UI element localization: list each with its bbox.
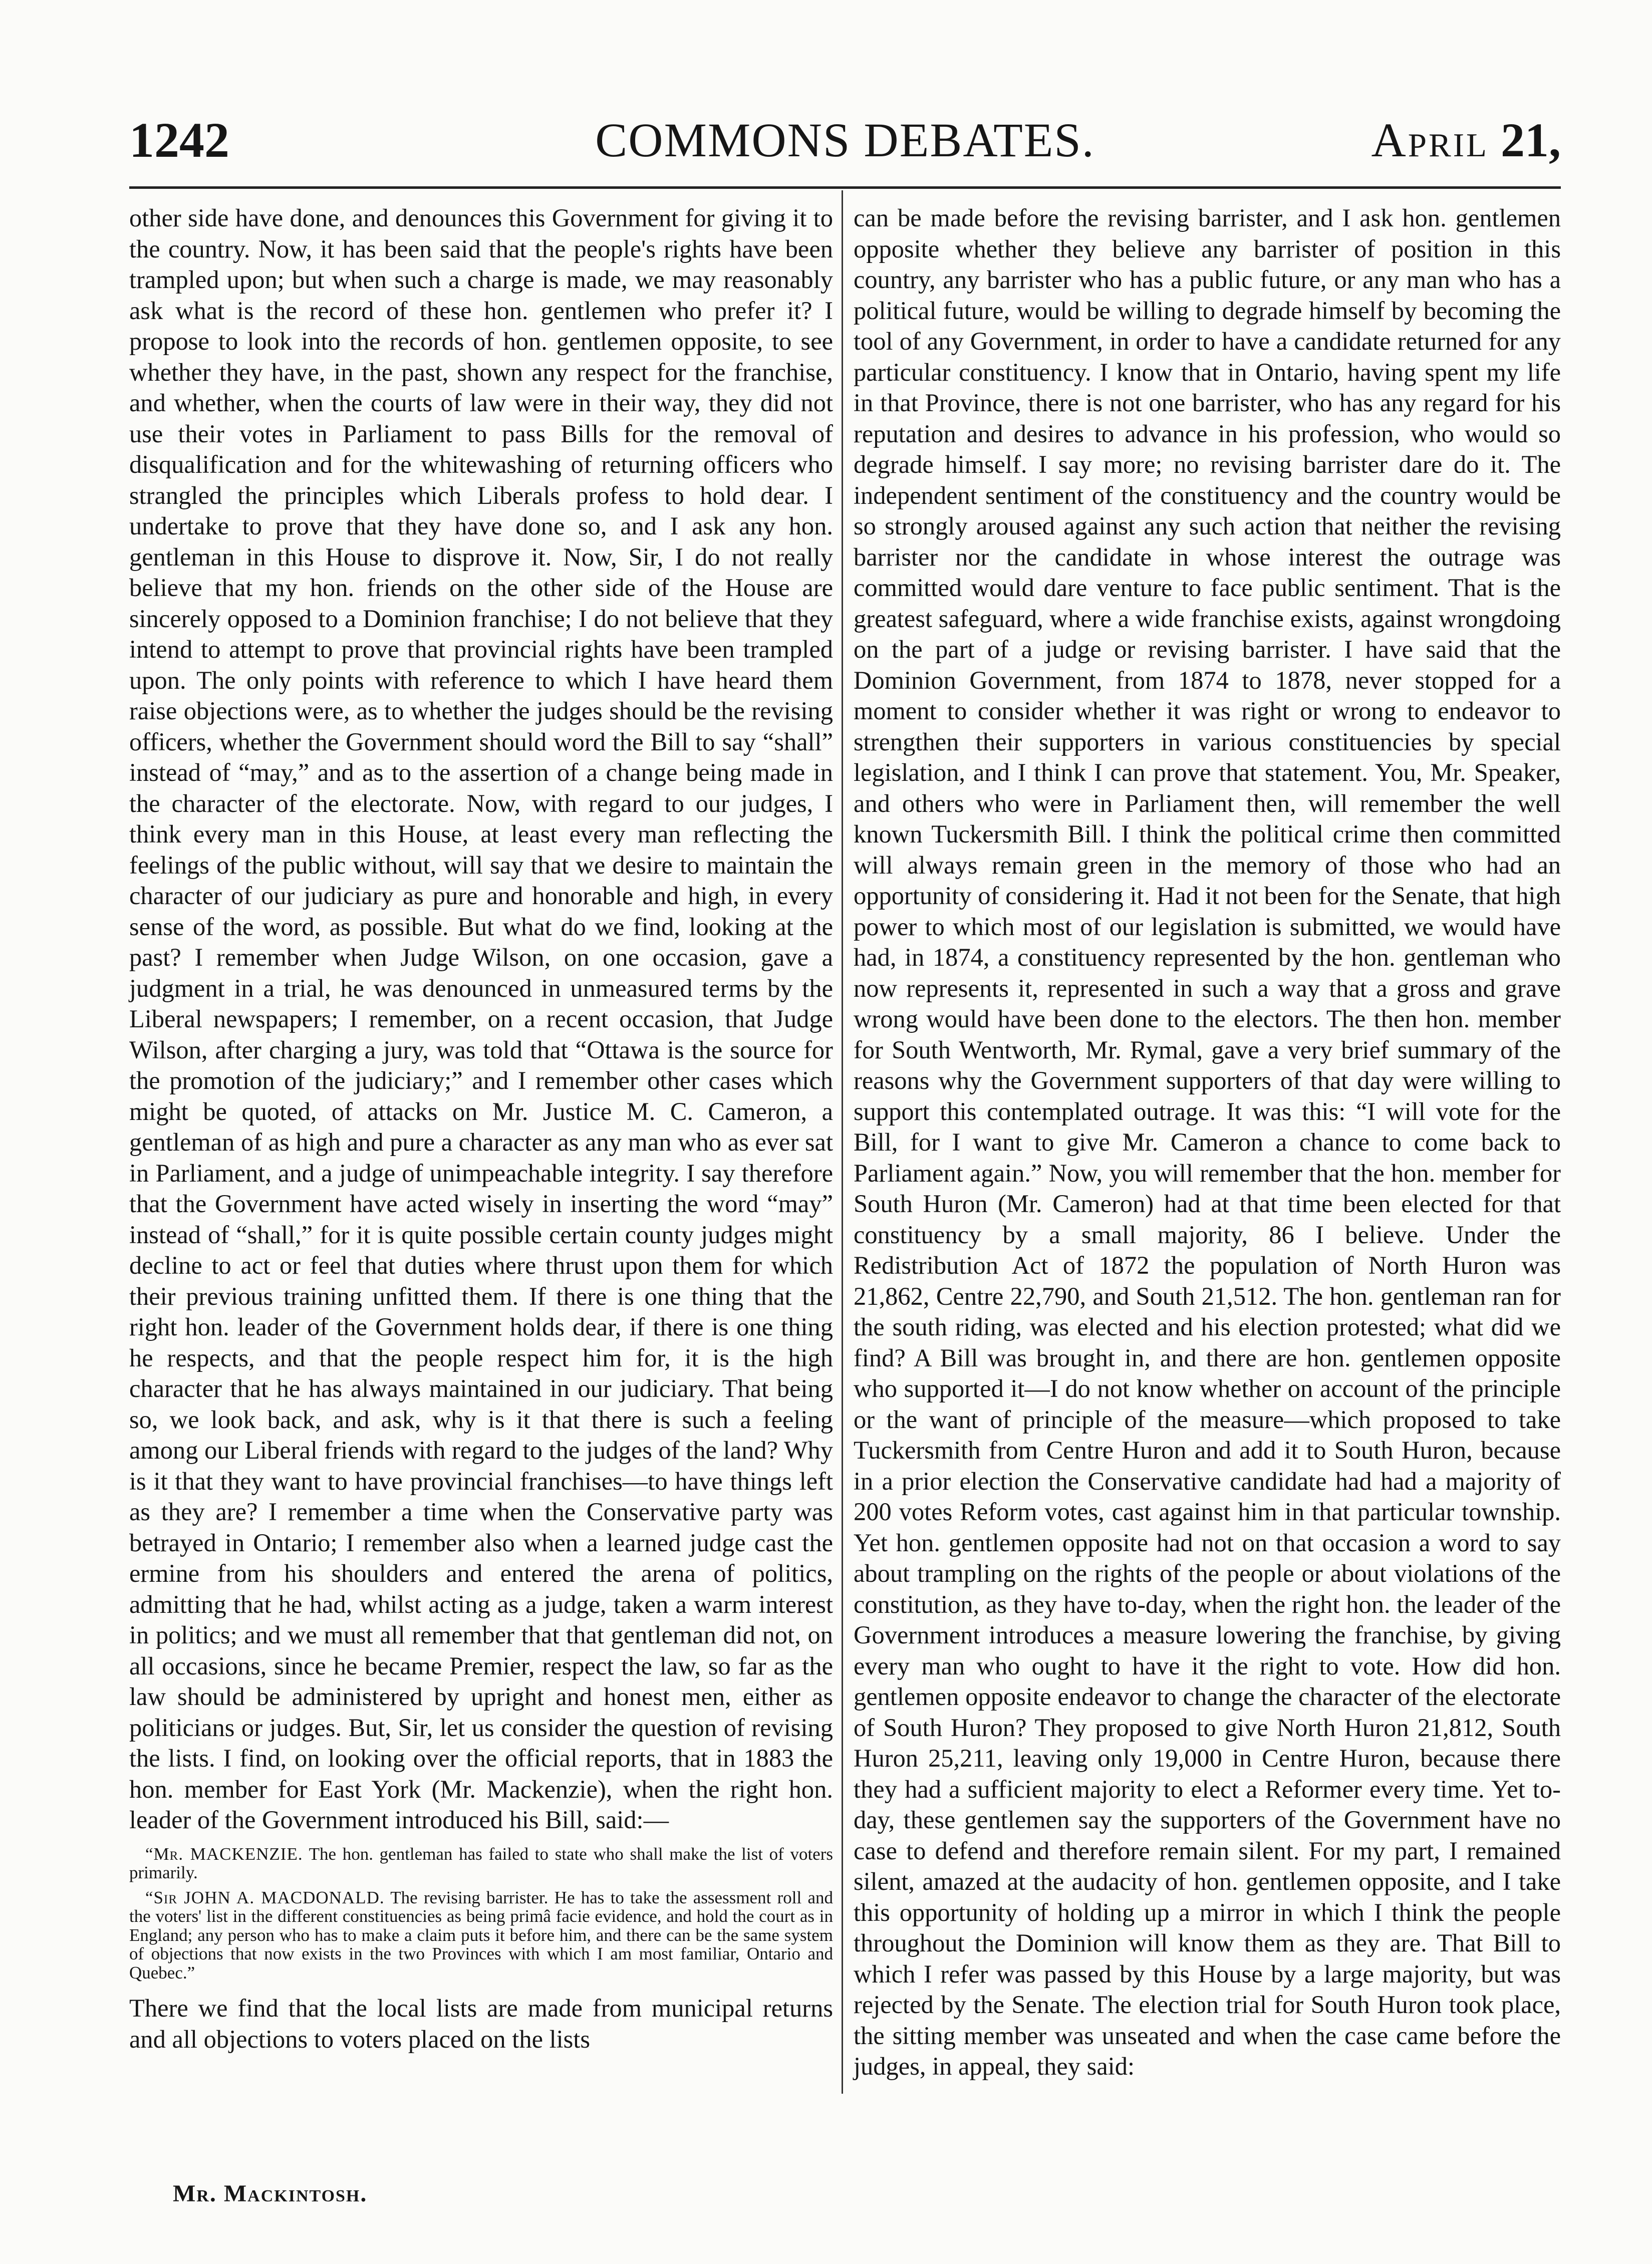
page-number: 1242 [129, 112, 229, 168]
quote-speaker-mackenzie: “Mr. MACKENZIE. [145, 1844, 303, 1864]
left-column [129, 203, 833, 2055]
speaker-signature: Mr. Mackintosh. [173, 2180, 368, 2207]
right-paragraph-1: can be made before the revising barrister, and I ask hon. gentlemen opposite whether they believe any barrister of position in this country, any barrister who has a public future, or any man who has a political future, would be willing to degrade himself by becoming the tool of any Government, in order to have a candidate returned for any particular constituency. I know that in Ontario, having spent my life in that Province, there is not one barrister, who has any regard for his reputation and desires to advance in his profession, who would so degrade himself. I say more; no revising barrister dare do it. The independent sentiment of the constituency and the country would be so strongly aroused against any such action that neither the revising barrister nor the candidate in whose interest the outrage was committed would dare venture to face public sentiment. That is the greatest safeguard, where a wide franchise exists, against wrongdoing on the part of a judge or revising barrister. I have said that the Dominion Government, from 1874 to 1878, never stopped for a moment to consider whether it was right or wrong to endeavor to strengthen their supporters in various constituencies by special legislation, and I think I can prove that statement. You, Mr. Speaker, and others who were in Parliament then, will remember the well known Tuckersmith Bill. I think the political crime then committed will always remain green in the memory of those who had an opportunity of considering it. Had it not been for the Senate, that high power to which most of our legislation is submitted, we would have had, in 1874, a constituency represented by the hon. gentleman who now represents it, represented in such a way that a gross and grave wrong would have been done to the electors. The then hon. member for South Wentworth, Mr. Rymal, gave a very brief summary of the reasons why the Government supporters of that day were willing to support this contemplated outrage. It was this: “I will vote for the Bill, for I want to give Mr. Cameron a chance to come back to Parliament again.” Now, you will remember that the hon. member for South Huron (Mr. Cameron) had at that time been elected for that constituency by a small majority, 86 I believe. Under the Redistribution Act of 1872 the population of North Huron was 21,862, Centre 22,790, and South 21,512. The hon. gentleman ran for the south riding, was elected and his election protested; what did we find? A Bill was brought in, and there are hon. gentlemen opposite who supported it—I do not know whether on account of the principle or the want of principle of the measure—which proposed to take Tuckersmith from Centre Huron and add it to South Huron, because in a prior election the Conservative candidate had had a majority of 200 votes Reform votes, cast against him in that particular township. Yet hon. gentlemen opposite had not on that occasion a word to say about trampling on the rights of the people or about violations of the constitution, as they have to-day, when the right hon. the leader of the Government introduces a measure lowering the franchise, by giving every man who ought to have it the right to vote. How did hon. gentlemen opposite endeavor to change the character of the electorate of South Huron? They proposed to give North Huron 21,812, South Huron 25,211, leaving only 19,000 in Centre Huron, because there they had a sufficient majority to elect a Reformer every time. Yet to-day, these gentlemen say the supporters of the Government have no case to defend and therefore remain silent. For my part, I remained silent, amazed at the audacity of hon. gentlemen opposite, and I take this opportunity of holding up a mirror in which I think the people throughout the Dominion will know them as they are. That Bill to which I refer was passed by this House by a large majority, but was rejected by the Senate. The election trial for South Huron took place, the sitting member was unseated and when the case came before the judges, in appeal, they said: [854, 204, 1561, 2080]
quote-text-mackenzie: The hon. gentleman has failed to state who shall make the list of voters primarily. [129, 1844, 833, 1882]
date-day: 21, [1501, 113, 1561, 167]
quote-speaker-macdonald: “Sir JOHN A. MACDONALD. [145, 1887, 385, 1907]
quote-mackenzie [129, 1845, 833, 1882]
publication-title: COMMONS DEBATES. [595, 113, 1095, 167]
column-divider [842, 190, 843, 2094]
left-paragraph-1: other side have done, and denounces this Government for giving it to the country. Now, it has been said that the people's rights have been trampled upon; but when such a charge is made, we may reasonably ask what is the record of these hon. gentlemen who prefer it? I propose to look into the records of hon. gentlemen opposite, to see whether they have, in the past, shown any respect for the franchise, and whether, when the courts of law were in their way, they did not use their votes in Parliament to pass Bills for the removal of disqualification and for the whitewashing of returning officers who strangled the principles which Liberals profess to hold dear. I undertake to prove that they have done so, and I ask any hon. gentleman in this House to disprove it. Now, Sir, I do not really believe that my hon. friends on the other side of the House are sincerely opposed to a Dominion franchise; I do not believe that they intend to attempt to prove that provincial rights have been trampled upon. The only points with reference to which I have heard them raise objections were, as to whether the judges should be the revising officers, whether the Government should word the Bill to say “shall” instead of “may,” and as to the assertion of a change being made in the character of the electorate. Now, with regard to our judges, I think every man in this House, at least every man reflecting the feelings of the public without, will say that we desire to maintain the character of our judiciary as pure and honorable and high, in every sense of the word, as possible. But what do we find, looking at the past? I remember when Judge Wilson, on one occasion, gave a judgment in a trial, he was denounced in unmeasured terms by the Liberal newspapers; I remember, on a recent occasion, that Judge Wilson, after charging a jury, was told that “Ottawa is the source for the promotion of the judiciary;” and I remember other cases which might be quoted, of attacks on Mr. Justice M. C. Cameron, a gentleman of as high and pure a character as any man who as ever sat in Parliament, and a judge of unimpeachable integrity. I say therefore that the Government have acted wisely in inserting the word “may” instead of “shall,” for it is quite possible certain county judges might decline to act or feel that duties where thrust upon them for which their previous training unfitted them. If there is one thing that the right hon. leader of the Government holds dear, if there is one thing he respects, and that the people respect him for, it is the high character that he has always maintained in our judiciary. That being so, we look back, and ask, why is it that there is such a feeling among our Liberal friends with regard to the judges of the land? Why is it that they want to have provincial franchises—to have things left as they are? I remember a time when the Conservative party was betrayed in Ontario; I remember also when a learned judge cast the ermine from his shoulders and entered the arena of politics, admitting that he had, whilst acting as a judge, taken a warm interest in politics; and we must all remember that that gentleman did not, on all occasions, since he became Premier, respect the law, so far as the law should be administered by upright and honest men, either as politicians or judges. But, Sir, let us consider the question of revising the lists. I find, on looking over the official reports, that in 1883 the hon. member for East York (Mr. Mackenzie), when the right hon. leader of the Government introduced his Bill, said:— [129, 204, 833, 1834]
header-rule [129, 186, 1561, 189]
left-paragraph-2: There we find that the local lists are made from municipal returns and all objections to voters placed on the lists [129, 1994, 833, 2053]
right-column [854, 203, 1561, 2082]
date-month: April [1371, 113, 1489, 167]
page-header [129, 113, 1561, 168]
quote-text-macdonald: The revising barrister. He has to take the assessment roll and the voters' list in the different constituencies as being primâ facie evidence, and hold the court as in England; any person who has to make a claim puts it before him, and there can be the same system of objections that now exists in the two Provinces with which I am most familiar, Ontario and Quebec.” [129, 1887, 833, 1983]
quote-macdonald [129, 1888, 833, 1983]
page-date [1371, 113, 1561, 168]
